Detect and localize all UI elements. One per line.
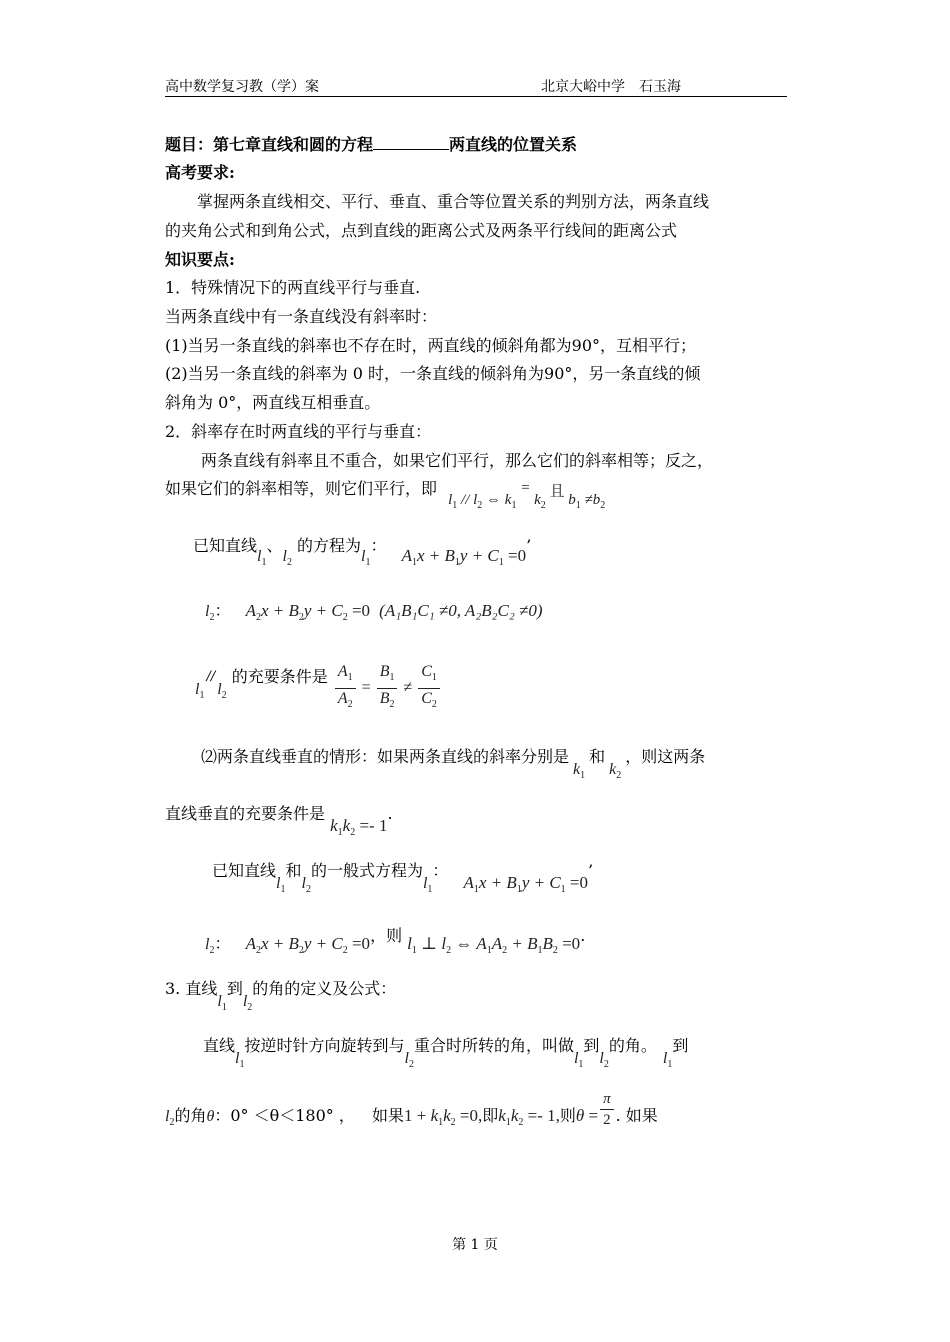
page-header	[165, 76, 787, 97]
formula-slope-parallel: $l_1 // l_2$ ⇔ $k_1 = k_2$ 且 $b_1 \ne b_2$	[448, 480, 606, 511]
s3-c: 的角的定义及公式：	[252, 979, 397, 998]
page-footer: 第 1 页	[452, 1237, 498, 1253]
title-blank	[373, 135, 449, 150]
perp-line-2: 直线垂直的充要条件是 $k_1k_2 =- 1$.	[165, 804, 393, 838]
s3-b: 到	[226, 979, 243, 998]
ang-a: 的角	[174, 1106, 207, 1125]
known1-text: 已知直线	[193, 536, 258, 555]
colon-2: ：	[214, 601, 231, 620]
dun-mark: 、	[266, 536, 283, 555]
perp-text-b: ，则这两条	[625, 747, 706, 766]
colon-3: ：	[432, 861, 449, 880]
ang-ze: 则	[559, 1106, 576, 1125]
ang-range: ：0° ＜θ＜180° ，	[214, 1106, 355, 1125]
he-2: 和	[285, 861, 302, 880]
parallel-condition: $l_1//l_2$ 的充要条件是 $\frac{A_1}{A_2}$ = $\frac{B_1}{B_2}$ ≠ $\frac{C_1}{C_2}$	[195, 666, 442, 715]
req-heading: 高考要求:	[165, 163, 235, 182]
def-d: 到	[583, 1036, 600, 1055]
angle-definition: 直线$l_1$按逆时针方向旋转到与$l_2$重合时所转的角，叫做$l_1$到$l_2$的角。$l_1$到	[203, 1036, 689, 1070]
s1-title: 1．特殊情况下的两直线平行与垂直.	[165, 278, 421, 297]
know-heading: 知识要点:	[165, 250, 235, 269]
known2-text-a: 已知直线	[212, 861, 277, 880]
perp-line-1: ⑵两条直线垂直的情形：如果两条直线的斜率分别是$k_1$和$k_2$，则这两条	[201, 747, 706, 781]
ang-if: 如果	[371, 1106, 404, 1125]
known-lines-1: 已知直线$l_1$、$l_2$ 的方程为$l_1$： $A_1x + B_1y + C_1 =0$’	[193, 536, 532, 568]
formula-line1: $A_1x + B_1y + C_1 =0$	[401, 546, 527, 568]
s1-line-2: (1)当另一条直线的斜率也不存在时，两直线的倾斜角都为90°，互相平行；	[165, 336, 697, 355]
s1-line-3: (2)当另一条直线的斜率为 0 时，一条直线的倾斜角为90°，另一条直线的倾	[165, 364, 701, 383]
def-f: 到	[672, 1036, 689, 1055]
s3-a: 3. 直线	[165, 979, 218, 998]
angle-range-line: $l_2$的角θ：0° ＜θ＜180° ， 如果$1 + k_1k_2 =0$,即$k_1k_2 =- 1$,则θ = $\frac{\pi}{2}$ . 如果	[165, 1091, 658, 1128]
s1-line-4: 斜角为 0°，两直线互相垂直。	[165, 393, 381, 412]
colon-4: ：	[214, 934, 231, 953]
known2-text-b: 的一般式方程为	[310, 861, 423, 880]
req-line-1: 掌握两条直线相交、平行、垂直、重合等位置关系的判别方法，两条直线	[197, 192, 710, 211]
doc-title	[165, 134, 577, 156]
def-a: 直线	[203, 1036, 236, 1055]
nonzero-condition: (A₁B₁C₁ ≠0, A₂B₂C₂ ≠0)	[379, 601, 543, 620]
header-left: 高中数学复习教（学）案	[165, 79, 319, 95]
title-prefix: 题目：第七章直线和圆的方程	[165, 135, 374, 154]
s2-line-1: 两条直线有斜率且不重合，如果它们平行，那么它们的斜率相等；反之，	[201, 451, 714, 470]
ze-1: ，则	[370, 926, 403, 945]
s2-line-2	[165, 478, 606, 511]
ang-end: . 如果	[615, 1106, 658, 1125]
s2-title: 2．斜率存在时两直线的平行与垂直：	[165, 422, 432, 441]
ang-ji: 即	[482, 1106, 499, 1125]
def-b: 按逆时针方向旋转到与	[244, 1036, 405, 1055]
parallel-text: 的充要条件是	[231, 667, 328, 686]
colon-1: ：	[370, 536, 387, 555]
def-e: 的角。	[608, 1036, 657, 1055]
perp-text-2: 直线垂直的充要条件是	[165, 804, 326, 823]
title-suffix: 两直线的位置关系	[449, 135, 578, 154]
req-line-2: 的夹角公式和到角公式，点到直线的距离公式及两条平行线间的距离公式	[165, 221, 678, 240]
perp-general: $l_2$： $A_2x + B_2y + C_2 =0$，则 $l_1$ ⊥ $l_2$ ⇔ $A_1A_2 + B_1B_2 =0$.	[205, 926, 586, 956]
s3-title: 3. 直线$l_1$到$l_2$的角的定义及公式：	[165, 979, 397, 1013]
perp-text-a: ⑵两条直线垂直的情形：如果两条直线的斜率分别是	[201, 747, 570, 766]
eq-is-text: 的方程为	[297, 536, 362, 555]
def-c: 重合时所转的角，叫做	[413, 1036, 574, 1055]
he-1: 和	[589, 747, 606, 766]
line2-equation: $l_2$： $A_2x + B_2y + C_2 =0$ (A₁B₁C₁ ≠0, A₂B₂C₂ ≠0)	[205, 601, 543, 623]
s2-line-2-text: 如果它们的斜率相等，则它们平行，即	[165, 479, 438, 498]
known-lines-2: 已知直线$l_1$和$l_2$的一般式方程为$l_1$： $A_1x + B_1y + C_1 =0$’	[212, 861, 594, 895]
header-right: 北京大峪中学 石玉海	[541, 79, 681, 95]
s1-line-1: 当两条直线中有一条直线没有斜率时：	[165, 307, 438, 326]
